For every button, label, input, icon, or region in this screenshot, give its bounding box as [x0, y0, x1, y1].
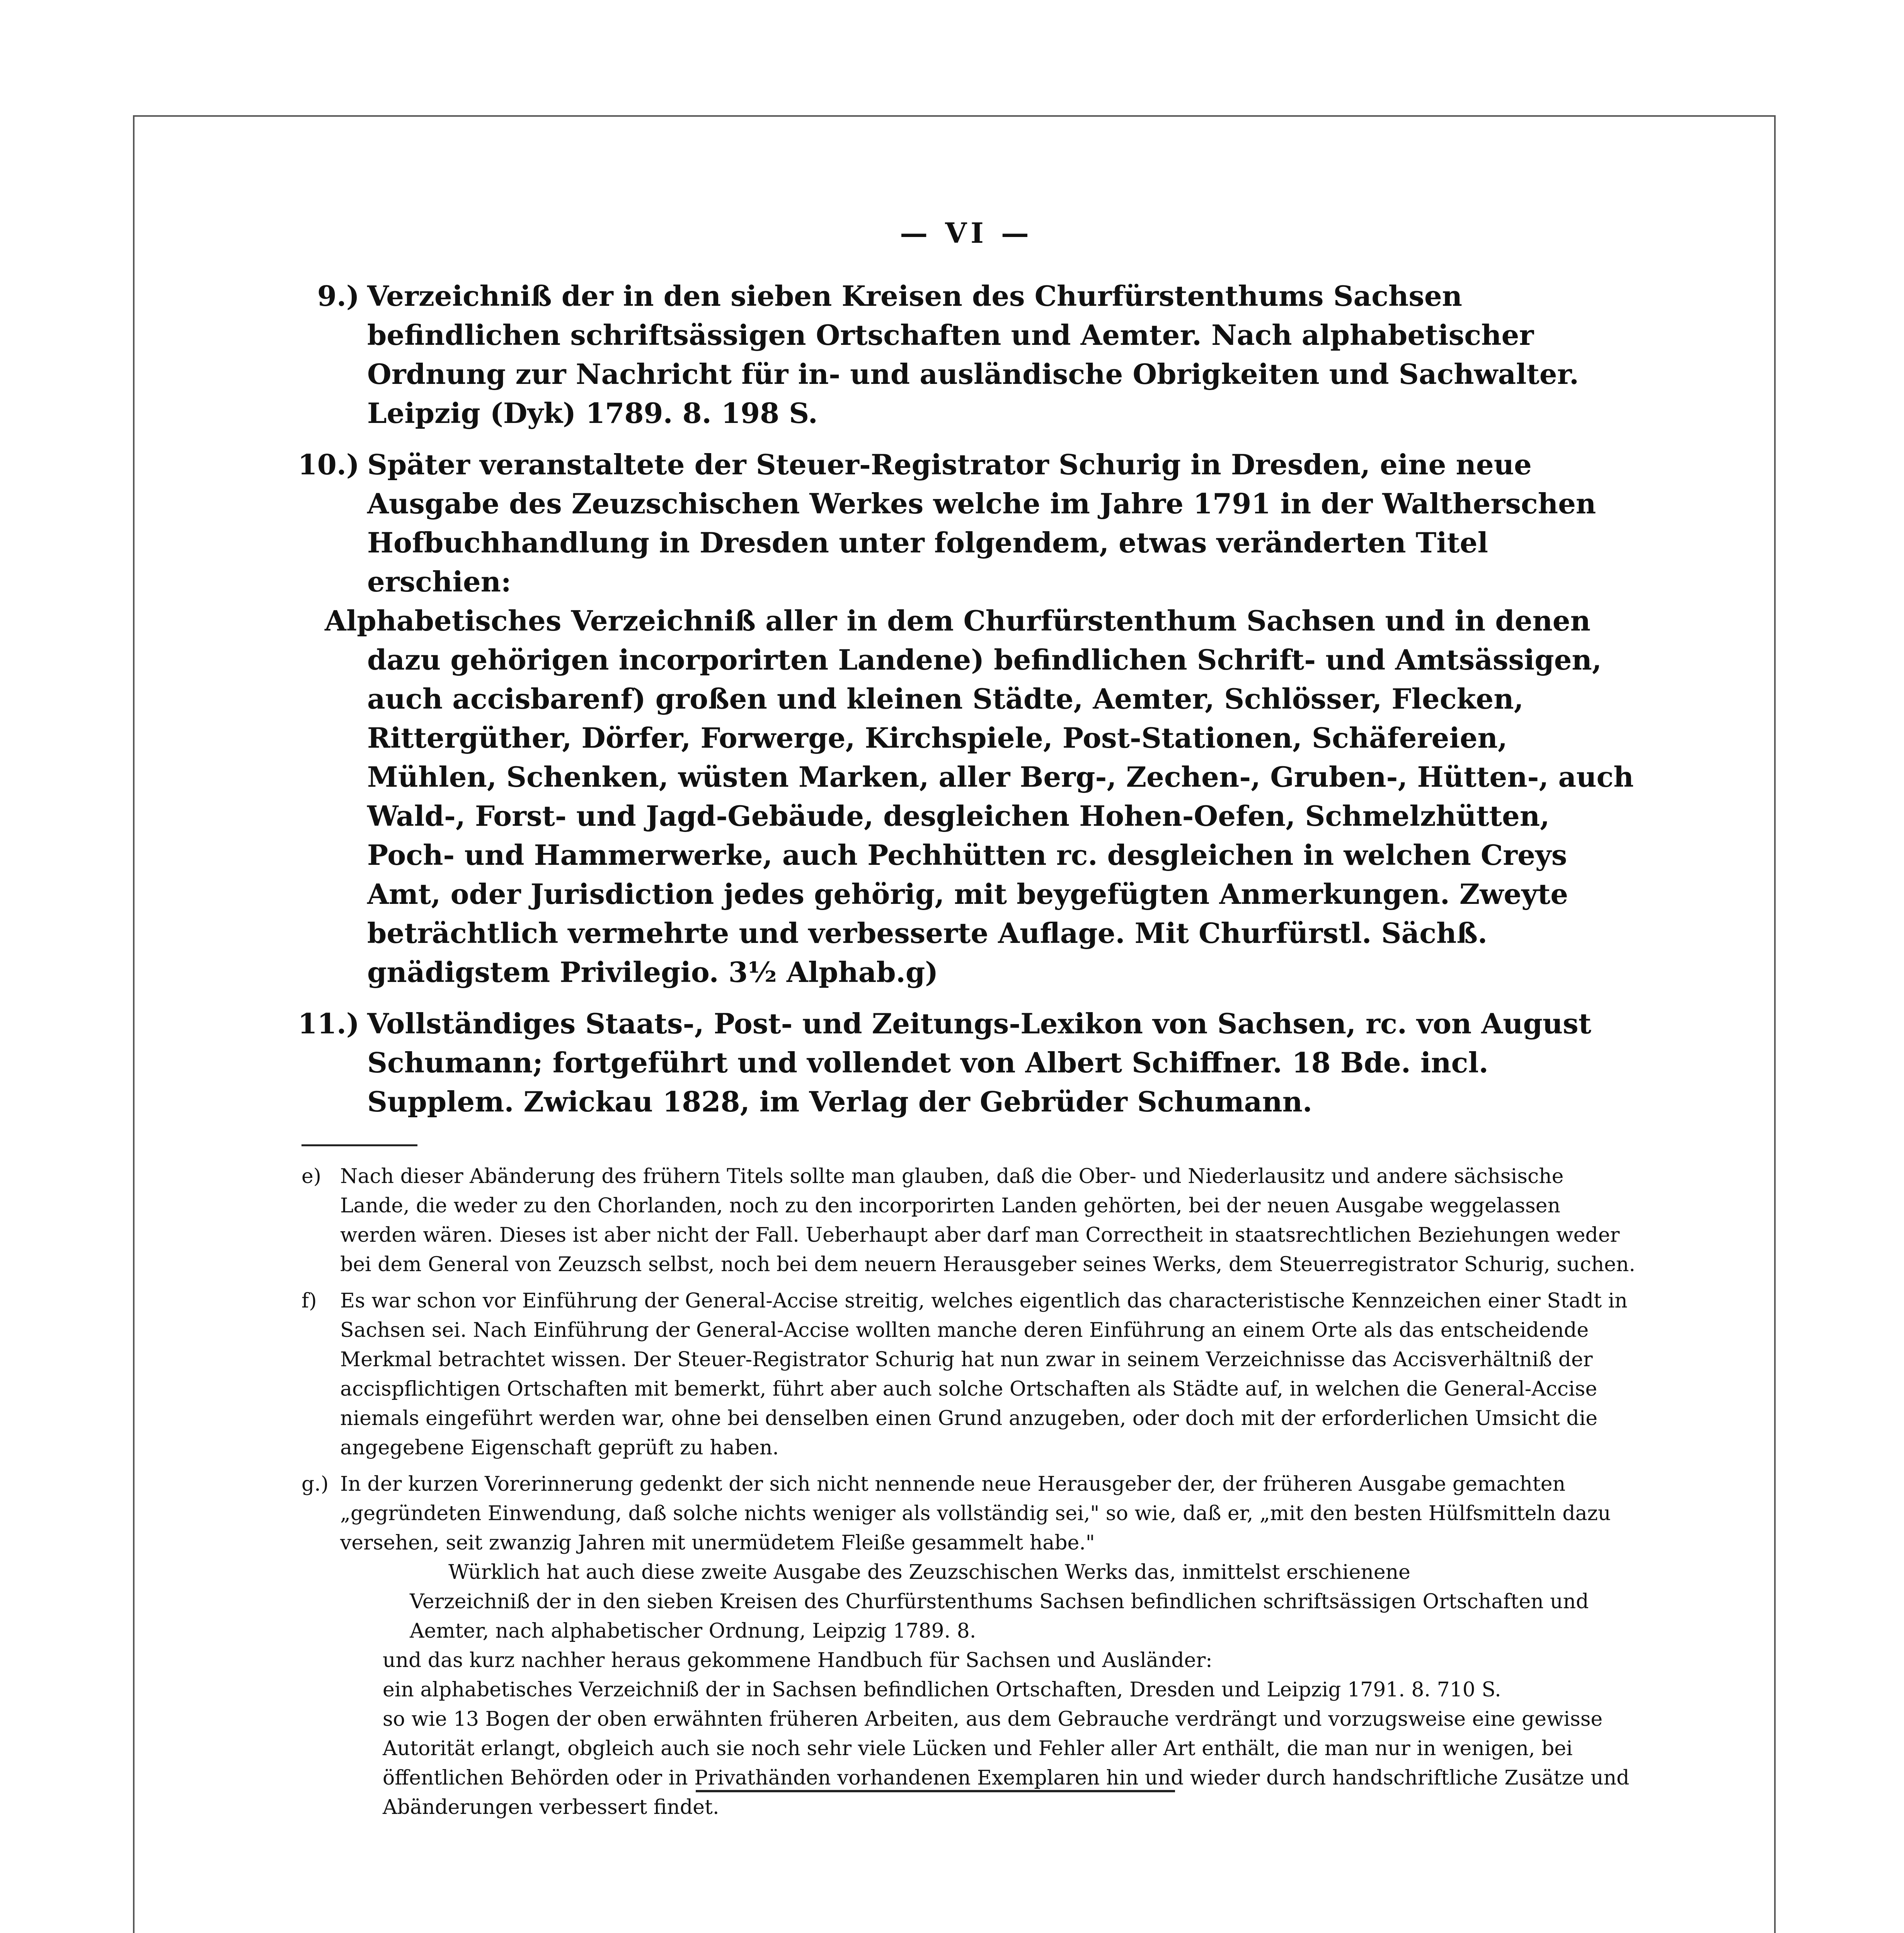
footnote-text: In der kurzen Vorerinnerung gedenkt der sich nicht nennende neue Herausgeber der, der früheren Ausgabe gemachten „gegründeten Einwendung, daß solche nichts weniger als vollständig sei," so wie, daß er, „mit den besten Hülfsmitteln dazu versehen, seit zwanzig Jahren mit unermüdetem Fleiße gesammelt habe.": [340, 1473, 1611, 1555]
entry-text: Später veranstaltete der Steuer-Registrator Schurig in Dresden, eine neue Ausgabe des Zeuzschischen Werkes welche im Jahre 1791 in der Waltherschen Hofbuchhandlung in Dresden unter folgendem, etwas veränderten Titel erschien:: [367, 448, 1596, 598]
end-rule: [696, 1790, 1175, 1792]
bibliography-entry-10: [294, 445, 1639, 992]
footnote-citation: Verzeichniß der in den sieben Kreisen des Churfürstenthums Sachsen befindlichen schriftsässigen Ortschaften und Aemter, nach alphabetischer Ordnung, Leipzig 1789. 8.: [410, 1590, 1589, 1643]
entry-number: 10.): [298, 448, 359, 481]
footnote-continuation: Würklich hat auch diese zweite Ausgabe des Zeuzschischen Werks das, inmittelst erschienene: [448, 1561, 1410, 1584]
footnote-continuation: so wie 13 Bogen der oben erwähnten früheren Arbeiten, aus dem Gebrauche verdrängt und vorzugsweise eine gewisse Autorität erlangt, obgleich auch sie noch sehr viele Lücken und Fehler aller Art enthält, die man nur in wenigen, bei öffentlichen Behörden oder in Privathänden vorhandenen Exemplaren hin und wieder durch handschriftliche Zusätze und Abänderungen verbessert findet.: [383, 1708, 1630, 1819]
footnote-continuation: und das kurz nachher heraus gekommene Handbuch für Sachsen und Ausländer:: [383, 1649, 1213, 1672]
page-number: — VI —: [900, 216, 1033, 249]
bibliography-entry-11: [294, 1004, 1639, 1121]
footnote-text: Nach dieser Abänderung des frühern Titels sollte man glauben, daß die Ober- und Niederlausitz und andere sächsische Lande, die weder zu den Chorlanden, noch zu den incorporirten Landen gehörten, bei der neuen Ausgabe weggelassen werden wären. Dieses ist aber nicht der Fall. Ueberhaupt aber darf man Correctheit in staatsrechtlichen Beziehungen weder bei dem General von Zeuzsch selbst, noch bei dem neuern Herausgeber seines Werks, dem Steuerregistrator Schurig, suchen.: [340, 1165, 1635, 1276]
page-content: [294, 216, 1639, 1829]
entry-text: Verzeichniß der in den sieben Kreisen des Churfürstenthums Sachsen befindlichen schriftsässigen Ortschaften und Aemter. Nach alphabetischer Ordnung zur Nachricht für in- und ausländische Obrigkeiten und Sachwalter. Leipzig (Dyk) 1789. 8. 198 S.: [367, 280, 1579, 430]
footnote-e: [294, 1162, 1639, 1279]
bibliography-entry-9: [294, 276, 1639, 433]
entry-number: 11.): [298, 1007, 359, 1040]
footnote-g: [294, 1469, 1639, 1822]
entry-text: Vollständiges Staats-, Post- und Zeitungs-Lexikon von Sachsen, rc. von August Schumann; fortgeführt und vollendet von Albert Schiffner. 18 Bde. incl. Supplem. Zwickau 1828, im Verlag der Gebrüder Schumann.: [367, 1007, 1591, 1118]
entry-number: 9.): [317, 280, 359, 312]
footnote-citation: ein alphabetisches Verzeichniß der in Sachsen befindlichen Ortschaften, Dresden und Leipzig 1791. 8. 710 S.: [383, 1678, 1501, 1701]
footnote-mark: e): [301, 1165, 322, 1188]
entry-subtitle: Alphabetisches Verzeichniß aller in dem Churfürstenthum Sachsen und in denen dazu gehörigen incorporirten Landene) befindlichen Schrift- und Amtsässigen, auch accisbarenf) großen und kleinen Städte, Aemter, Schlösser, Flecken, Rittergüther, Dörfer, Forwerge, Kirchspiele, Post-Stationen, Schäfereien, Mühlen, Schenken, wüsten Marken, aller Berg-, Zechen-, Gruben-, Hütten-, auch Wald-, Forst- und Jagd-Gebäude, desgleichen Hohen-Oefen, Schmelzhütten, Poch- und Hammerwerke, auch Pechhütten rc. desgleichen in welchen Creys Amt, oder Jurisdiction jedes gehörig, mit beygefügten Anmerkungen. Zweyte beträchtlich vermehrte und verbesserte Auflage. Mit Churfürstl. Sächß. gnädigstem Privilegio. 3½ Alphab.g): [325, 604, 1634, 989]
footnote-f: [294, 1286, 1639, 1463]
footnote-text: Es war schon vor Einführung der General-Accise streitig, welches eigentlich das characteristische Kennzeichen einer Stadt in Sachsen sei. Nach Einführung der General-Accise wollten manche deren Einführung an einem Orte als das entscheidende Merkmal betrachtet wissen. Der Steuer-Registrator Schurig hat nun zwar in seinem Verzeichnisse das Accisverhältniß der accispflichtigen Ortschaften mit bemerkt, führt aber auch solche Ortschaften als Städte auf, in welchen die General-Accise niemals eingeführt werden war, ohne bei denselben einen Grund anzugeben, oder doch mit der erforderlichen Umsicht die angegebene Eigenschaft geprüft zu haben.: [340, 1289, 1628, 1459]
footnote-separator: [301, 1144, 417, 1146]
footnote-mark: g.): [301, 1473, 329, 1496]
footnote-mark: f): [301, 1289, 317, 1313]
